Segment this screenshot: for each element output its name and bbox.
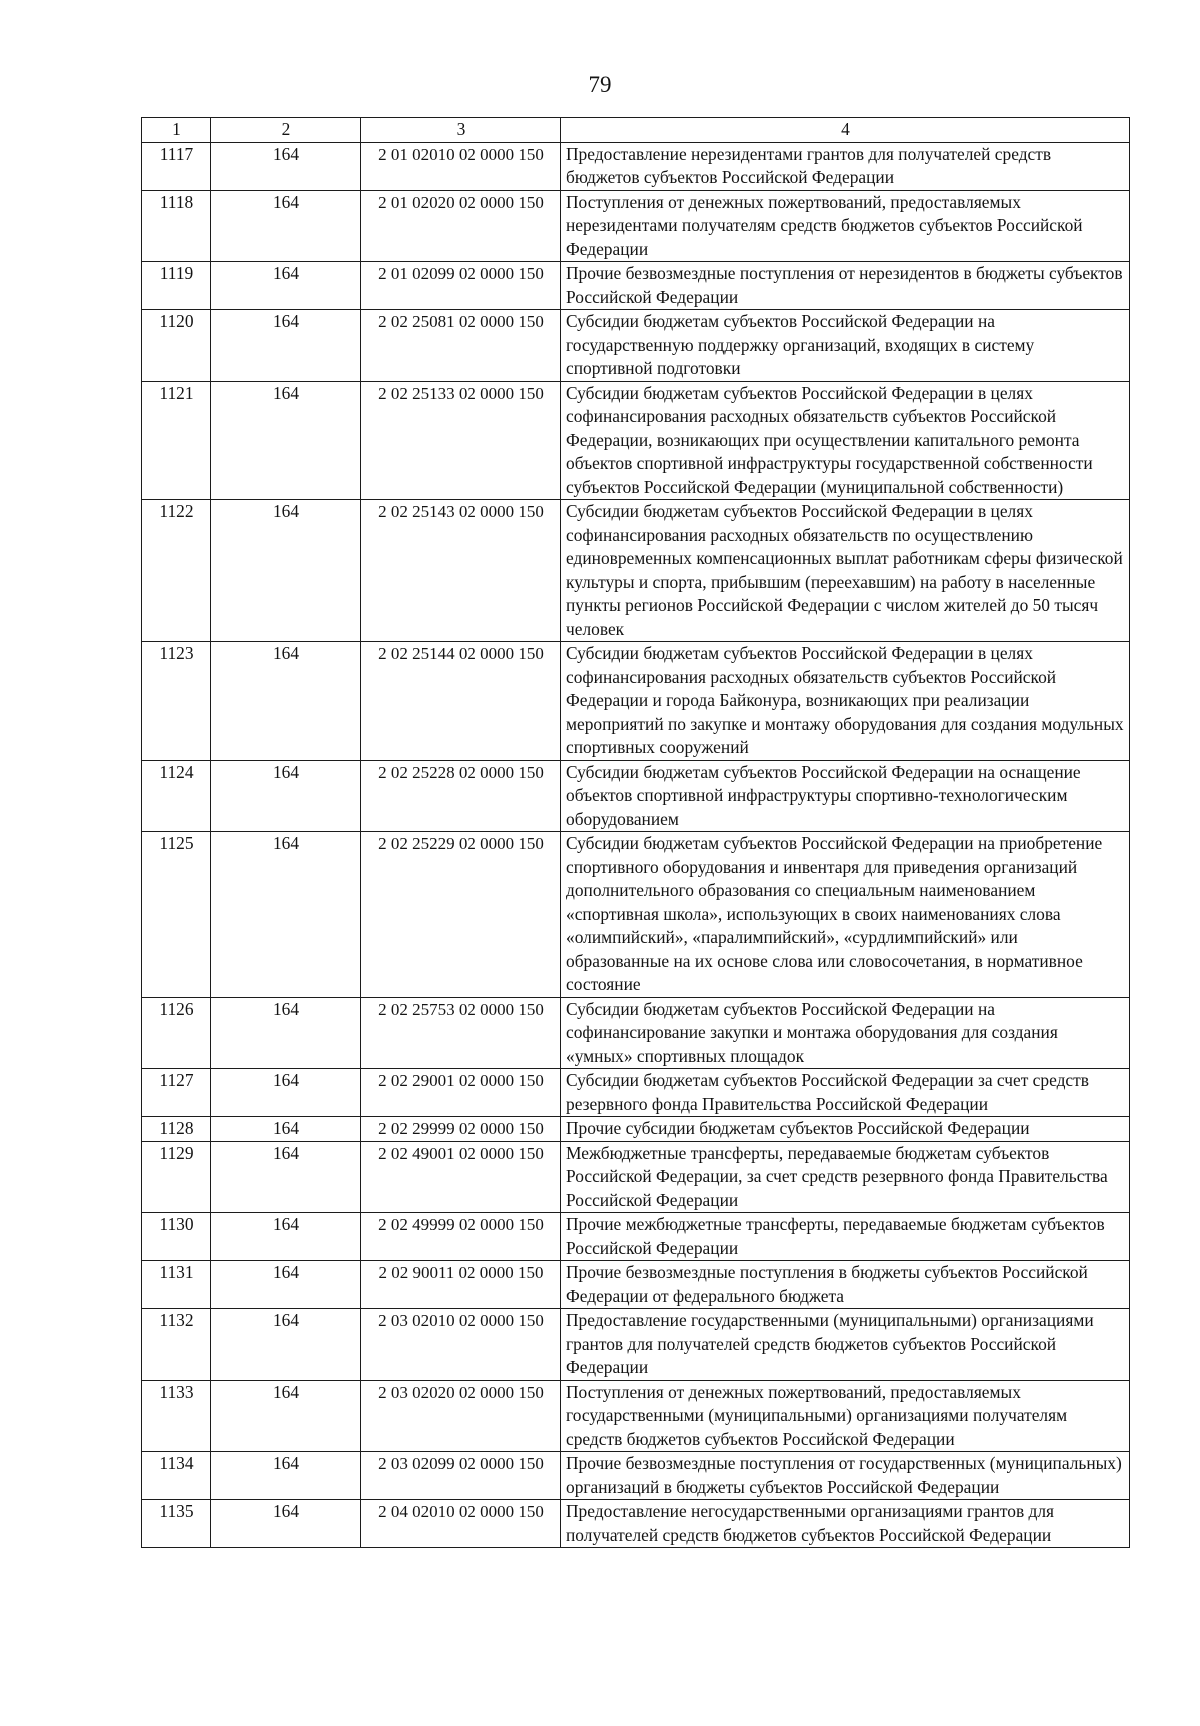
budget-classification-code: 2 02 25133 02 0000 150 xyxy=(361,381,561,500)
table-row xyxy=(142,1141,1130,1213)
budget-classification-code: 2 02 25143 02 0000 150 xyxy=(361,500,561,642)
page-number: 79 xyxy=(588,72,612,97)
table-row xyxy=(142,310,1130,382)
administrator-code: 164 xyxy=(211,1261,361,1309)
table-row xyxy=(142,997,1130,1069)
budget-classification-code: 2 02 29999 02 0000 150 xyxy=(361,1117,561,1142)
budget-classification-code: 2 02 90011 02 0000 150 xyxy=(361,1261,561,1309)
budget-classification-code: 2 02 49001 02 0000 150 xyxy=(361,1141,561,1213)
table-row xyxy=(142,500,1130,642)
budget-classification-code: 2 02 25229 02 0000 150 xyxy=(361,832,561,998)
table-row xyxy=(142,262,1130,310)
row-number: 1122 xyxy=(142,500,211,642)
administrator-code: 164 xyxy=(211,500,361,642)
row-number: 1135 xyxy=(142,1500,211,1548)
row-number: 1128 xyxy=(142,1117,211,1142)
revenue-name: Прочие безвозмездные поступления от нерезидентов в бюджеты субъектов Российской Федерации xyxy=(561,262,1130,310)
administrator-code: 164 xyxy=(211,1141,361,1213)
administrator-code: 164 xyxy=(211,1500,361,1548)
revenue-name: Прочие межбюджетные трансферты, передаваемые бюджетам субъектов Российской Федерации xyxy=(561,1213,1130,1261)
revenue-name: Субсидии бюджетам субъектов Российской Федерации в целях софинансирования расходных обязательств субъектов Российской Федерации, возникающих при осуществлении капитального ремонта объектов спортивной инфраструктуры государственной собственности субъектов Российской Федерации (муниципальной собственности) xyxy=(561,381,1130,500)
row-number: 1117 xyxy=(142,142,211,190)
row-number: 1133 xyxy=(142,1380,211,1452)
table-row xyxy=(142,142,1130,190)
revenue-name: Прочие безвозмездные поступления в бюджеты субъектов Российской Федерации от федерального бюджета xyxy=(561,1261,1130,1309)
revenue-name: Субсидии бюджетам субъектов Российской Федерации в целях софинансирования расходных обязательств субъектов Российской Федерации и города Байконура, возникающих при реализации мероприятий по закупке и монтажу оборудования для создания модульных спортивных сооружений xyxy=(561,642,1130,761)
budget-classification-code: 2 04 02010 02 0000 150 xyxy=(361,1500,561,1548)
row-number: 1126 xyxy=(142,997,211,1069)
budget-classification-code: 2 01 02099 02 0000 150 xyxy=(361,262,561,310)
administrator-code: 164 xyxy=(211,997,361,1069)
administrator-code: 164 xyxy=(211,1069,361,1117)
revenue-name: Субсидии бюджетам субъектов Российской Федерации за счет средств резервного фонда Правительства Российской Федерации xyxy=(561,1069,1130,1117)
column-header: 3 xyxy=(361,118,561,143)
administrator-code: 164 xyxy=(211,1309,361,1381)
row-number: 1124 xyxy=(142,760,211,832)
table-row xyxy=(142,381,1130,500)
budget-classification-code: 2 02 25144 02 0000 150 xyxy=(361,642,561,761)
administrator-code: 164 xyxy=(211,142,361,190)
column-header: 1 xyxy=(142,118,211,143)
administrator-code: 164 xyxy=(211,310,361,382)
table-row xyxy=(142,1069,1130,1117)
row-number: 1125 xyxy=(142,832,211,998)
table-body xyxy=(142,142,1130,1548)
administrator-code: 164 xyxy=(211,1452,361,1500)
administrator-code: 164 xyxy=(211,642,361,761)
budget-classification-code: 2 03 02010 02 0000 150 xyxy=(361,1309,561,1381)
revenue-name: Субсидии бюджетам субъектов Российской Федерации на оснащение объектов спортивной инфраструктуры спортивно-технологическим оборудованием xyxy=(561,760,1130,832)
revenue-name: Поступления от денежных пожертвований, предоставляемых государственными (муниципальными) организациями получателям средств бюджетов субъектов Российской Федерации xyxy=(561,1380,1130,1452)
row-number: 1127 xyxy=(142,1069,211,1117)
revenue-name: Прочие субсидии бюджетам субъектов Российской Федерации xyxy=(561,1117,1130,1142)
revenue-name: Субсидии бюджетам субъектов Российской Федерации в целях софинансирования расходных обязательств по осуществлению единовременных компенсационных выплат работникам сферы физической культуры и спорта, прибывшим (переехавшим) на работу в населенные пункты регионов Российской Федерации с числом жителей до 50 тысяч человек xyxy=(561,500,1130,642)
budget-classification-code: 2 01 02010 02 0000 150 xyxy=(361,142,561,190)
administrator-code: 164 xyxy=(211,190,361,262)
budget-classification-code: 2 01 02020 02 0000 150 xyxy=(361,190,561,262)
revenue-name: Прочие безвозмездные поступления от государственных (муниципальных) организаций в бюджеты субъектов Российской Федерации xyxy=(561,1452,1130,1500)
administrator-code: 164 xyxy=(211,760,361,832)
row-number: 1119 xyxy=(142,262,211,310)
column-header: 4 xyxy=(561,118,1130,143)
administrator-code: 164 xyxy=(211,1117,361,1142)
table-row xyxy=(142,1117,1130,1142)
budget-classification-code: 2 02 49999 02 0000 150 xyxy=(361,1213,561,1261)
revenue-name: Субсидии бюджетам субъектов Российской Федерации на приобретение спортивного оборудования и инвентаря для приведения организаций дополнительного образования со специальным наименованием «спортивная школа», использующих в своих наименованиях слова «олимпийский», «паралимпийский», «сурдлимпийский» или образованные на их основе слова или словосочетания, в нормативное состояние xyxy=(561,832,1130,998)
administrator-code: 164 xyxy=(211,1213,361,1261)
revenue-name: Межбюджетные трансферты, передаваемые бюджетам субъектов Российской Федерации, за счет средств резервного фонда Правительства Российской Федерации xyxy=(561,1141,1130,1213)
row-number: 1120 xyxy=(142,310,211,382)
budget-classification-code: 2 02 25753 02 0000 150 xyxy=(361,997,561,1069)
table-row xyxy=(142,642,1130,761)
row-number: 1134 xyxy=(142,1452,211,1500)
column-header: 2 xyxy=(211,118,361,143)
revenue-name: Предоставление государственными (муниципальными) организациями грантов для получателей средств бюджетов субъектов Российской Федерации xyxy=(561,1309,1130,1381)
row-number: 1130 xyxy=(142,1213,211,1261)
revenue-name: Субсидии бюджетам субъектов Российской Федерации на софинансирование закупки и монтажа оборудования для создания «умных» спортивных площадок xyxy=(561,997,1130,1069)
budget-classification-code: 2 02 29001 02 0000 150 xyxy=(361,1069,561,1117)
budget-classification-code: 2 03 02099 02 0000 150 xyxy=(361,1452,561,1500)
budget-classification-code: 2 02 25081 02 0000 150 xyxy=(361,310,561,382)
table-row xyxy=(142,1500,1130,1548)
column-number-row xyxy=(142,118,1130,143)
table-row xyxy=(142,1309,1130,1381)
row-number: 1132 xyxy=(142,1309,211,1381)
administrator-code: 164 xyxy=(211,262,361,310)
budget-classification-code: 2 03 02020 02 0000 150 xyxy=(361,1380,561,1452)
row-number: 1123 xyxy=(142,642,211,761)
revenue-name: Субсидии бюджетам субъектов Российской Федерации на государственную поддержку организаций, входящих в систему спортивной подготовки xyxy=(561,310,1130,382)
budget-classification-code: 2 02 25228 02 0000 150 xyxy=(361,760,561,832)
table-row xyxy=(142,832,1130,998)
table-row xyxy=(142,1213,1130,1261)
row-number: 1118 xyxy=(142,190,211,262)
administrator-code: 164 xyxy=(211,1380,361,1452)
table-row xyxy=(142,760,1130,832)
table-row xyxy=(142,1261,1130,1309)
revenue-codes-table xyxy=(141,117,1130,1548)
table-row xyxy=(142,1452,1130,1500)
row-number: 1129 xyxy=(142,1141,211,1213)
row-number: 1131 xyxy=(142,1261,211,1309)
revenue-name: Поступления от денежных пожертвований, предоставляемых нерезидентами получателям средств бюджетов субъектов Российской Федерации xyxy=(561,190,1130,262)
table-row xyxy=(142,190,1130,262)
revenue-name: Предоставление негосударственными организациями грантов для получателей средств бюджетов субъектов Российской Федерации xyxy=(561,1500,1130,1548)
administrator-code: 164 xyxy=(211,381,361,500)
revenue-name: Предоставление нерезидентами грантов для получателей средств бюджетов субъектов Российской Федерации xyxy=(561,142,1130,190)
table-row xyxy=(142,1380,1130,1452)
administrator-code: 164 xyxy=(211,832,361,998)
row-number: 1121 xyxy=(142,381,211,500)
